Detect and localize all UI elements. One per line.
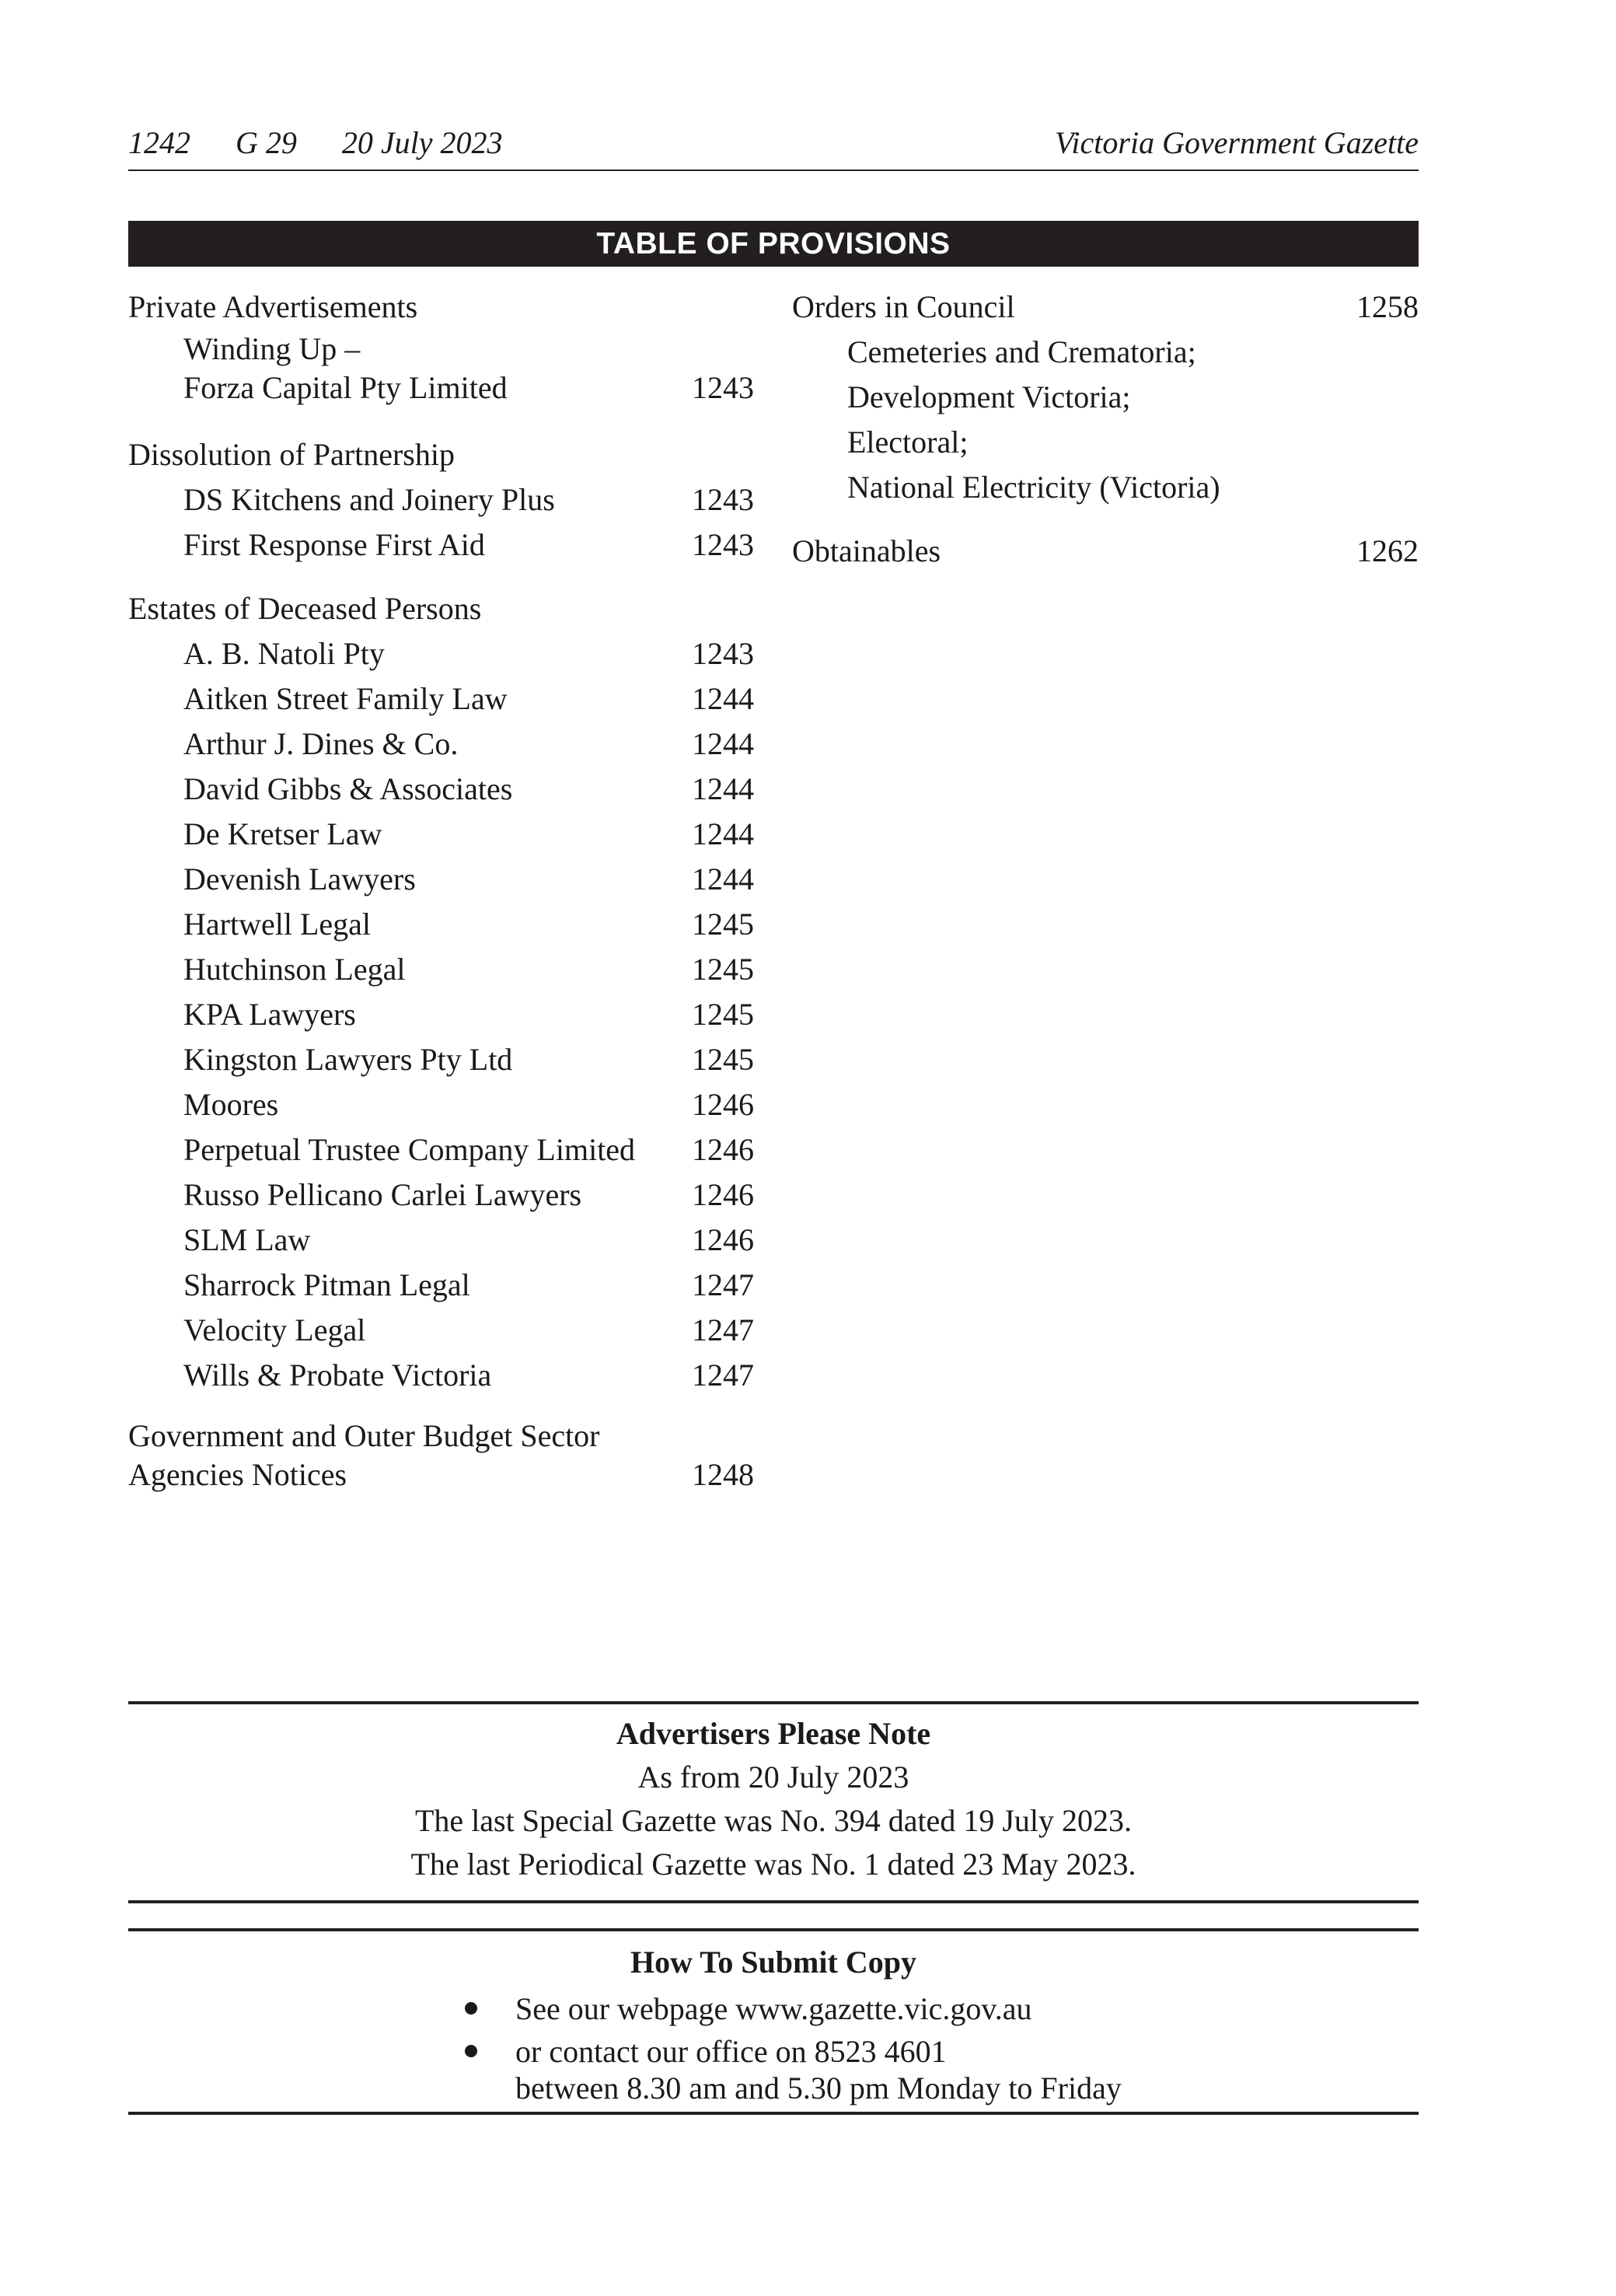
toc-entry[interactable] — [128, 1218, 754, 1263]
table-title: TABLE OF PROVISIONS — [128, 221, 1419, 267]
order-item — [792, 375, 1419, 420]
entry-page: 1247 — [692, 1312, 754, 1347]
gazette-number: G 29 — [236, 125, 297, 160]
header-left — [128, 124, 548, 161]
page-header — [128, 118, 1419, 171]
entry-label: SLM Law — [183, 1222, 311, 1257]
heading-label: Estates of Deceased Persons — [128, 591, 482, 626]
entry-page: 1247 — [692, 1267, 754, 1302]
entry-label: Perpetual Trustee Company Limited — [183, 1132, 636, 1167]
entry-label — [128, 1417, 600, 1494]
entry-label — [183, 330, 508, 407]
section-heading — [128, 586, 754, 631]
toc-entry[interactable] — [128, 631, 754, 676]
order-label: National Electricity (Victoria) — [847, 470, 1220, 505]
entry-page: 1248 — [692, 1457, 754, 1492]
toc-entry[interactable] — [128, 947, 754, 992]
government-line2: Agencies Notices — [128, 1457, 347, 1492]
entry-page: 1246 — [692, 1087, 754, 1122]
note-line: As from 20 July 2023 — [637, 1760, 909, 1795]
entry-page: 1246 — [692, 1177, 754, 1212]
order-item — [792, 330, 1419, 375]
entry-label: De Kretser Law — [183, 816, 382, 851]
advertisers-note-title: Advertisers Please Note — [616, 1716, 931, 1751]
toc-entry[interactable] — [128, 1353, 754, 1398]
issue-date: 20 July 2023 — [341, 125, 503, 160]
entry-page: 1262 — [1356, 533, 1419, 568]
note-line: The last Special Gazette was No. 394 dated 19 July 2023. — [415, 1803, 1132, 1838]
entry-label: Devenish Lawyers — [183, 861, 416, 896]
toc-entry[interactable] — [128, 1037, 754, 1082]
entry-page: 1245 — [692, 1042, 754, 1077]
entry-page: 1244 — [692, 861, 754, 896]
toc-entry[interactable] — [128, 812, 754, 857]
toc-entry[interactable] — [128, 1308, 754, 1353]
heading-label: Orders in Council — [792, 289, 1015, 324]
bullet-item — [128, 1990, 1419, 2027]
toc-entry[interactable] — [128, 676, 754, 722]
advertisers-note-box — [128, 1701, 1419, 1903]
entry-label: Sharrock Pitman Legal — [183, 1267, 470, 1302]
entry-page: 1246 — [692, 1132, 754, 1167]
toc-entry[interactable] — [128, 522, 754, 568]
toc-entry[interactable] — [128, 1172, 754, 1218]
entry-page: 1245 — [692, 952, 754, 987]
entry-label: Arthur J. Dines & Co. — [183, 726, 459, 761]
order-label: Cemeteries and Crematoria; — [847, 334, 1196, 369]
toc-entry[interactable] — [128, 477, 754, 522]
order-item — [792, 420, 1419, 465]
entry-label: KPA Lawyers — [183, 997, 356, 1032]
entry-page: 1258 — [1356, 289, 1419, 324]
section-heading — [128, 285, 754, 330]
entry-label: Russo Pellicano Carlei Lawyers — [183, 1177, 582, 1212]
toc-entry[interactable] — [128, 902, 754, 947]
toc-entry[interactable] — [128, 857, 754, 902]
submit-copy-title: How To Submit Copy — [630, 1945, 916, 1980]
publication-name: Victoria Government Gazette — [1054, 125, 1419, 160]
toc-entry[interactable] — [128, 992, 754, 1037]
entry-label: Aitken Street Family Law — [183, 681, 508, 716]
toc-entry[interactable] — [128, 1417, 754, 1501]
webpage-text: See our webpage www.gazette.vic.gov.au — [515, 1991, 1032, 2026]
bullet-icon — [465, 2045, 477, 2057]
heading-label: Dissolution of Partnership — [128, 437, 455, 472]
order-label: Electoral; — [847, 425, 969, 460]
submit-copy-box — [128, 1928, 1419, 2115]
entry-label: Velocity Legal — [183, 1312, 366, 1347]
section-heading — [128, 432, 754, 477]
entry-label: Obtainables — [792, 533, 941, 568]
entry-label: David Gibbs & Associates — [183, 771, 513, 806]
left-column — [128, 285, 754, 1501]
toc-entry[interactable] — [128, 1263, 754, 1308]
entry-page: 1243 — [692, 636, 754, 671]
toc-entry[interactable] — [128, 1082, 754, 1127]
entry-label: First Response First Aid — [183, 527, 485, 562]
bullet-icon — [465, 2002, 477, 2015]
right-column — [792, 285, 1419, 574]
toc-entry[interactable] — [128, 1127, 754, 1172]
order-item — [792, 465, 1419, 510]
entry-page: 1246 — [692, 1222, 754, 1257]
entry-page: 1244 — [692, 771, 754, 806]
note-line: The last Periodical Gazette was No. 1 dated 23 May 2023. — [410, 1847, 1136, 1882]
entry-label: Hutchinson Legal — [183, 952, 406, 987]
government-line1: Government and Outer Budget Sector — [128, 1418, 600, 1453]
toc-entry[interactable] — [792, 529, 1419, 574]
entry-label: A. B. Natoli Pty — [183, 636, 385, 671]
entry-page: 1244 — [692, 816, 754, 851]
entry-page: 1243 — [692, 527, 754, 562]
entry-page: 1247 — [692, 1358, 754, 1393]
entry-label: DS Kitchens and Joinery Plus — [183, 482, 555, 517]
page-number: 1242 — [128, 125, 190, 160]
entry-label: Kingston Lawyers Pty Ltd — [183, 1042, 513, 1077]
hours-text: between 8.30 am and 5.30 pm Monday to Friday — [515, 2071, 1122, 2106]
toc-entry[interactable] — [792, 285, 1419, 330]
toc-entry[interactable] — [128, 767, 754, 812]
winding-up-label: Winding Up – — [183, 331, 361, 366]
entry-label: Wills & Probate Victoria — [183, 1358, 492, 1393]
heading-label: Private Advertisements — [128, 289, 418, 324]
toc-entry[interactable] — [128, 722, 754, 767]
entry-page: 1245 — [692, 997, 754, 1032]
entry-label: Hartwell Legal — [183, 907, 371, 942]
bullet-item — [128, 2033, 1419, 2106]
contact-text: or contact our office on 8523 4601 — [515, 2034, 947, 2069]
entry-page: 1245 — [692, 907, 754, 942]
toc-entry[interactable] — [128, 330, 754, 414]
entry-page: 1243 — [692, 482, 754, 517]
entry-page: 1244 — [692, 726, 754, 761]
forza-label: Forza Capital Pty Limited — [183, 370, 508, 405]
entry-page: 1243 — [692, 370, 754, 405]
entry-label: Moores — [183, 1087, 279, 1122]
entry-page: 1244 — [692, 681, 754, 716]
order-label: Development Victoria; — [847, 379, 1131, 414]
